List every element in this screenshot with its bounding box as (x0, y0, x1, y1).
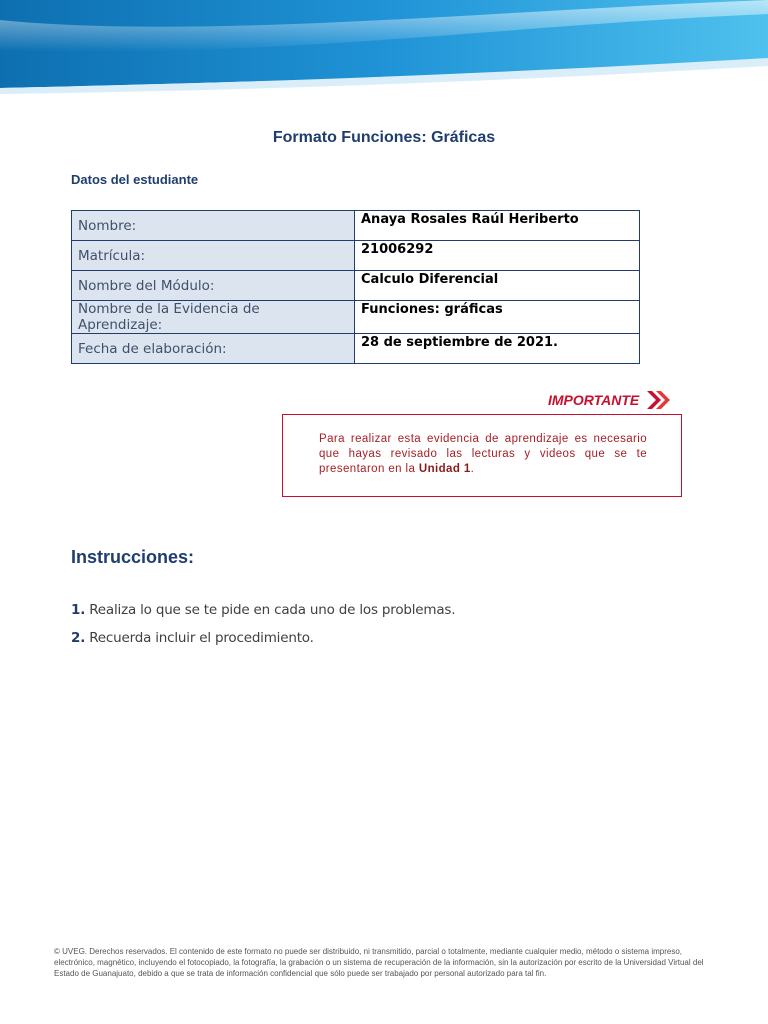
row-value: Calculo Diferencial (355, 271, 640, 301)
table-row (72, 301, 640, 334)
item-number: 1. (71, 602, 86, 618)
notice-text-bold: Unidad 1 (418, 463, 471, 475)
list-item (71, 630, 314, 646)
notice-text-start: Para realizar esta evidencia de aprendizaje es necesario que hayas revisado las lecturas y videos que se te presentaron en la (319, 433, 647, 475)
notice-text-end: . (470, 463, 475, 475)
important-label: IMPORTANTE (548, 392, 640, 408)
row-label: Fecha de elaboración: (72, 334, 355, 364)
table-row (72, 241, 640, 271)
row-label: Nombre: (72, 211, 355, 241)
instructions-title: Instrucciones: (71, 547, 195, 567)
student-data-table (71, 210, 640, 364)
notice-text (319, 432, 647, 477)
copyright-footer: © UVEG. Derechos reservados. El contenido de este formato no puede ser distribuido, ni transmitido, parcial o totalmente, mediante cualquier medio, método o sistema impreso, electrónico, magnético, incluyendo el fotocopiado, la fotografía, la grabación o un sistema de recuperación de la información, sin la autorización por escrito de la Universidad Virtual del Estado de Guanajuato, debido a que se trata de información confidencial que sólo puede ser trabajado por personal autorizado para tal fin. (54, 947, 704, 978)
item-text: Realiza lo que se te pide en cada uno de los problemas. (89, 602, 456, 618)
item-text: Recuerda incluir el procedimiento. (89, 630, 314, 646)
list-item (71, 602, 455, 618)
row-label: Matrícula: (72, 241, 355, 271)
header-banner (0, 0, 768, 96)
row-value: Funciones: gráficas (355, 301, 640, 334)
section-label: Datos del estudiante (71, 172, 199, 187)
table-row (72, 334, 640, 364)
row-value: 28 de septiembre de 2021. (355, 334, 640, 364)
item-number: 2. (71, 630, 86, 646)
row-label: Nombre del Módulo: (72, 271, 355, 301)
important-notice-box (282, 414, 682, 497)
table-row (72, 271, 640, 301)
double-chevron-right-icon (645, 388, 673, 412)
table-row (72, 211, 640, 241)
row-value: 21006292 (355, 241, 640, 271)
row-value: Anaya Rosales Raúl Heriberto (355, 211, 640, 241)
document-title: Formato Funciones: Gráficas (272, 129, 496, 146)
row-label: Nombre de la Evidencia de Aprendizaje: (72, 301, 355, 334)
